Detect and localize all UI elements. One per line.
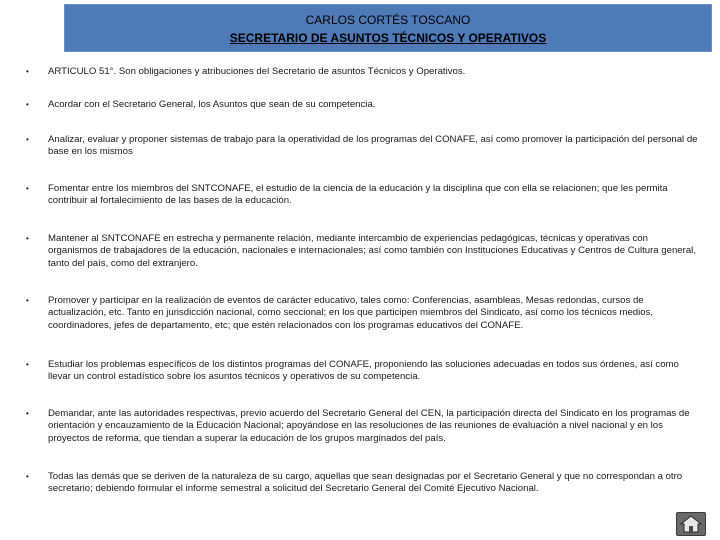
list-item-text: Estudiar los problemas específicos de los distintos programas del CONAFE, proponiendo las soluciones adecuadas en todos sus órdenes, así como llevar un control estadístico sobre los asuntos técnicos y operativos de su competencia. <box>48 359 679 383</box>
header-name: CARLOS CORTÉS TOSCANO <box>305 13 471 27</box>
bullet-icon: • <box>26 409 29 418</box>
bullet-icon: • <box>26 234 29 243</box>
list-item-text: Acordar con el Secretario General, los Asuntos que sean de su competencia. <box>48 99 376 110</box>
list-item-text: Analizar, evaluar y proponer sistemas de trabajo para la operatividad de los programas del CONAFE, así como promover la participación del personal de base en los mismos <box>48 134 698 158</box>
bullet-icon: • <box>26 360 29 369</box>
home-button[interactable] <box>676 512 706 536</box>
list-item-text: Demandar, ante las autoridades respectivas, previo acuerdo del Secretario General del CEN, la participación directa del Sindicato en los programas de orientación y encauzamiento de la Educación Nacional; apoyándose en las resoluciones de las reuniones de evaluación a nivel nacional y en los proyectos de reforma, que tiendan a superar la educación de los grupos marginados del país. <box>48 408 690 444</box>
list-item-text: Promover y participar en la realización de eventos de carácter educativo, tales como: Conferencias, asambleas, Mesas redondas, cursos de actualización, etc. Tanto en jurisdicción nacional, como seccional; en los que participen miembros del Sindicato, así como los técnicos medios, coordinadores, jefes de departamento, etc; que estén relacionados con los programas educativos del CONAFE. <box>48 295 654 331</box>
list-item-text: ARTICULO 51°. Son obligaciones y atribuciones del Secretario de asuntos Técnicos y Operativos. <box>48 66 466 77</box>
list-item-text: Mantener al SNTCONAFE en estrecha y permanente relación, mediante intercambio de experiencias pedagógicas, técnicas y operativas con organismos de trabajadores de la educación, nacionales e internacionales; así como también con Instituciones Educativas y Centros de Cultura general, tanto del país, como del extranjero. <box>48 233 696 269</box>
bullet-icon: • <box>26 67 29 76</box>
list-item-text: Fomentar entre los miembros del SNTCONAFE, el estudio de la ciencia de la educación y la disciplina que con ella se relacionen; que les permita contribuir al fortalecimiento de las bases de la educación. <box>48 183 668 207</box>
bullet-icon: • <box>26 100 29 109</box>
bullet-icon: • <box>26 135 29 144</box>
bullet-icon: • <box>26 184 29 193</box>
bullet-icon: • <box>26 296 29 305</box>
bullet-icon: • <box>26 472 29 481</box>
header-position: SECRETARIO DE ASUNTOS TÉCNICOS Y OPERATIVOS <box>229 31 547 45</box>
home-icon <box>677 513 705 535</box>
list-item-text: Todas las demás que se deriven de la naturaleza de su cargo, aquellas que sean designadas por el Secretario General y que no correspondan a otro secretario; debiendo formular el informe semestral a solicitud del Secretario General del Comité Ejecutivo Nacional. <box>48 471 683 495</box>
